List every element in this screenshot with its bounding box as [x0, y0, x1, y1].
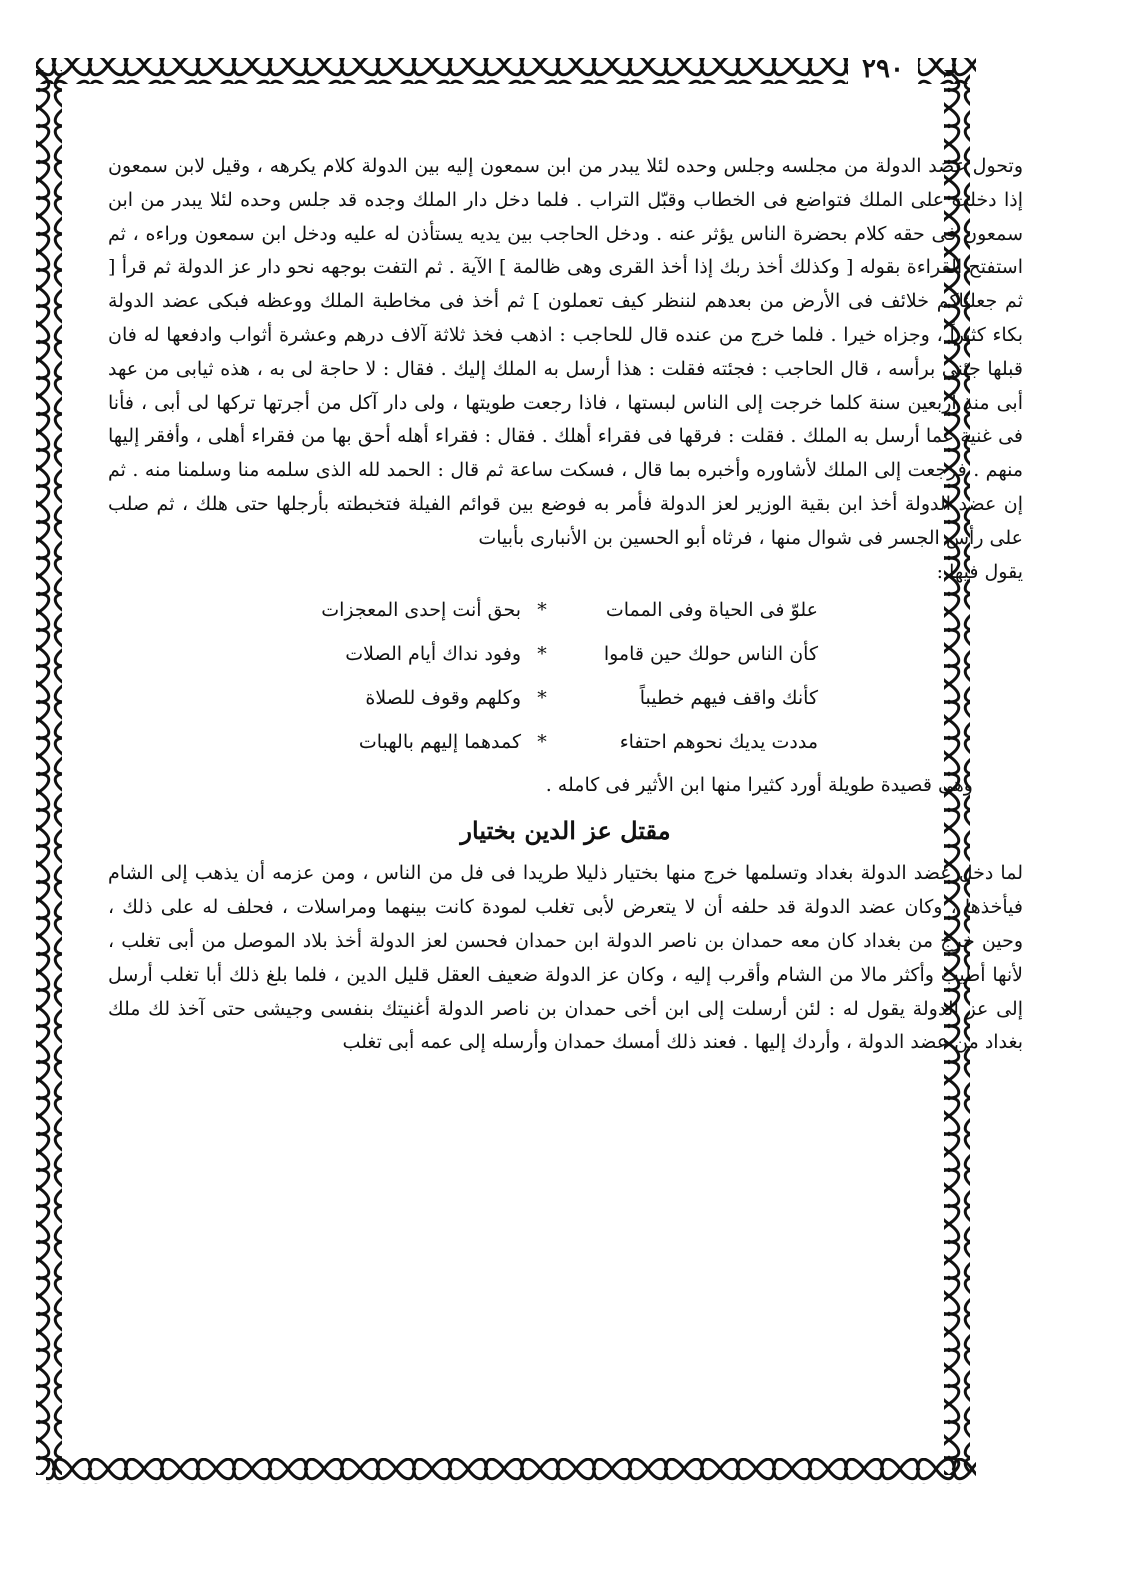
border-left [36, 70, 62, 1475]
verse [108, 633, 1023, 677]
section-title: مقتل عز الدين بختيار [460, 816, 671, 846]
page-content [108, 150, 1023, 1060]
verse-second-hemistich: بحق أنت إحدى المعجزات [321, 599, 521, 622]
paragraph: لما دخل عضد الدولة بغداد وتسلمها خرج منها بختيار ذليلا طريدا فى فل من الناس ، ومن عزمه أن يذهب إلى الشام فيأخذها ، وكان عضد الدولة قد حلفه أن لا يتعرض لأبى تغلب لمودة كانت بينهما ومراسلات ، فحلف له على ذلك ، وحين خرج من بغداد كان معه حمدان بن ناصر الدولة ابن حمدان فحسن لعز الدولة أخذ بلاد الموصل من أبى تغلب ، لأنها أطيب وأكثر مالا من الشام وأقرب إليه ، وكان عز الدولة ضعيف العقل قليل الدين ، فلما بلغ ذلك أبا تغلب أرسل إلى عز الدولة يقول له : لئن أرسلت إلى ابن أخى حمدان بن ناصر الدولة أغنيتك بنفسى وجيشى حتى آخذ لك ملك بغداد من عضد الدولة ، وأردك إليها . فعند ذلك أمسك حمدان وأرسله إلى عمه أبى تغلب [108, 862, 1023, 1054]
verse-first-hemistich: كأن الناس حولك حين قاموا [603, 643, 818, 666]
verse-first-hemistich: كأنك واقف فيهم خطيباً [639, 687, 818, 710]
paragraph: وتحول عضد الدولة من مجلسه وجلس وحده لئلا يبدر من ابن سمعون إليه بين الدولة كلام يكرهه ، وقيل لابن سمعون إذا دخلت على الملك فتواضع فى الخطاب وقبّل التراب . فلما دخل دار الملك وجده قد جلس وحده لئلا يبدر من ابن سمعون فى حقه كلام بحضرة الناس يؤثر عنه . ودخل الحاجب بين يديه يستأذن له عليه ودخل ابن سمعون وراءه ، ثم استفتح القراءة بقوله [ وكذلك أخذ ربك إذا أخذ القرى وهى ظالمة ] الآية . ثم التفت بوجهه نحو دار عز الدولة ثم قرأ [ ثم جعلناكم خلائف فى الأرض من بعدهم لننظر كيف تعملون ] ثم أخذ فى مخاطبة الملك ووعظه فبكى عضد الدولة بكاء كثيراً ، وجزاه خيرا . فلما خرج من عنده قال للحاجب : اذهب فخذ ثلاثة آلاف درهم وعشرة أثواب وادفعها له فان قبلها جئنى برأسه ، قال الحاجب : فجئته فقلت : هذا أرسل به الملك إليك . فقال : لا حاجة لى به ، هذه ثيابى من عهد أبى منذ أربعين سنة كلما خرجت إلى الناس لبستها ، فاذا رجعت طويتها ، ولى دار آكل من أجرتها تركها لى أبى ، فأنا فى غنية عما أرسل به الملك . فقلت : فرقها فى فقراء أهلك . فقال : فقراء أهله أحق بها من فقراء أهلى ، وأفقر إليها منهم . فرجعت إلى الملك لأشاوره وأخبره بما قال ، فسكت ساعة ثم قال : الحمد لله الذى سلمه منا وسلمنا منه . ثم إن عضد الدولة أخذ ابن بقية الوزير لعز الدولة فأمر به فوضع بين قوائم الفيلة فتخبطته بأرجلها حتى هلك ، ثم صلب على رأس الجسر فى شوال منها ، فرثاه أبو الحسين بن الأنبارى بأبيات [108, 155, 1023, 549]
verse-separator: * [537, 599, 547, 622]
verse [108, 721, 1023, 765]
verse-second-hemistich: وفود نداك أيام الصلات [345, 643, 521, 666]
verse [108, 589, 1023, 633]
border-bottom [46, 1458, 976, 1484]
poem-closing-note: وهى قصيدة طويلة أورد كثيرا منها ابن الأثير فى كامله . [545, 774, 973, 797]
verse-first-hemistich: علوّ فى الحياة وفى الممات [605, 599, 818, 622]
poem [108, 589, 1023, 765]
verse-separator: * [537, 687, 547, 710]
verse [108, 677, 1023, 721]
verse-first-hemistich: مددت يديك نحوهم احتفاء [619, 731, 818, 754]
poem-intro: يقول فيها : [936, 560, 1023, 583]
page-number: ٢٩٠ [848, 52, 918, 86]
verse-separator: * [537, 731, 547, 754]
border-top [36, 58, 976, 84]
verse-second-hemistich: كمدهما إليهم بالهبات [358, 731, 521, 754]
verse-separator: * [537, 643, 547, 666]
verse-second-hemistich: وكلهم وقوف للصلاة [365, 687, 521, 710]
